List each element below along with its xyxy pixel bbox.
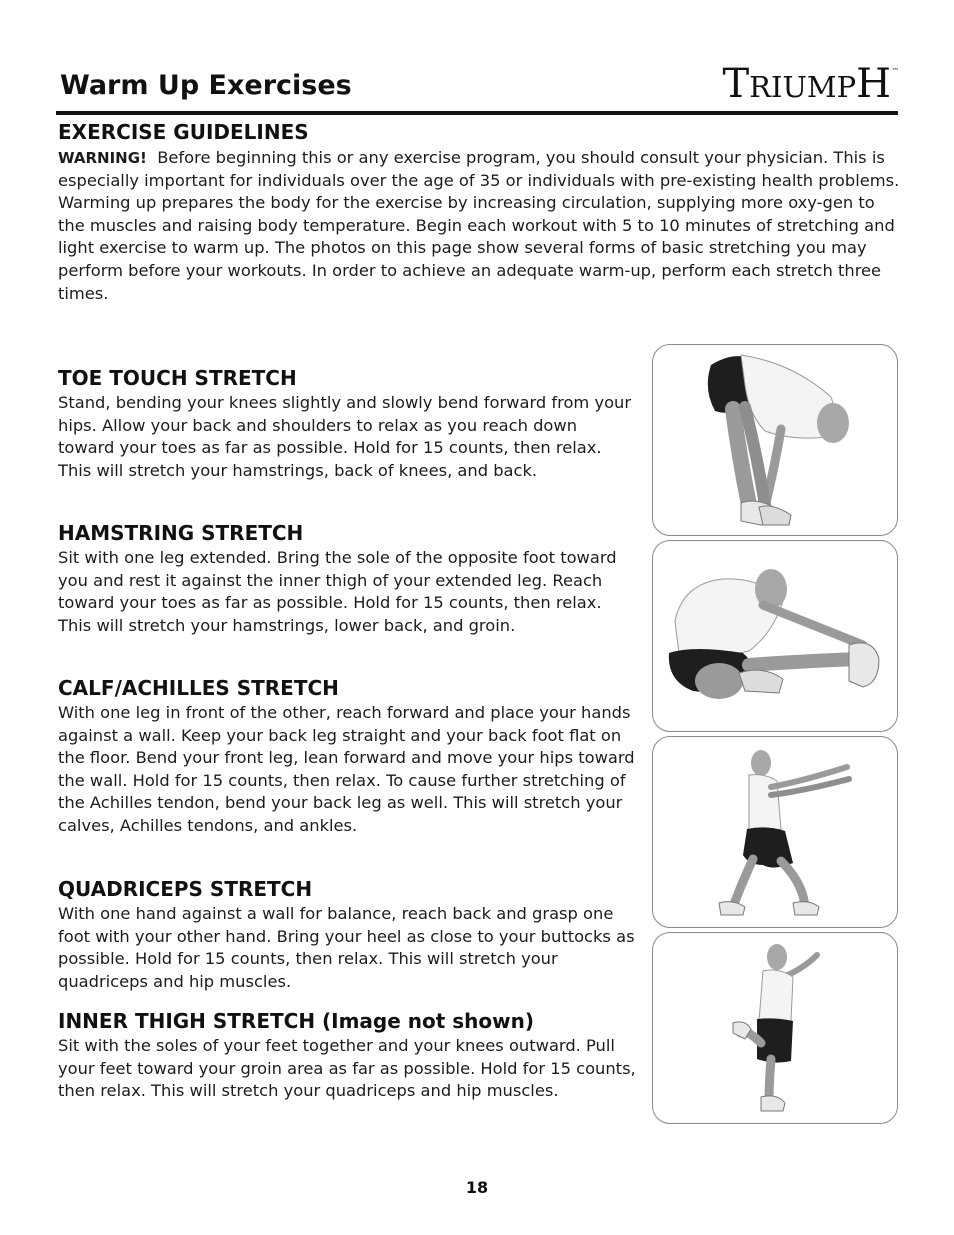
exercise-heading: INNER THIGH STRETCH (Image not shown)	[58, 1009, 535, 1033]
calf-achilles-photo	[652, 736, 898, 928]
exercise-heading: QUADRICEPS STRETCH	[58, 877, 313, 901]
exercise-heading: CALF/ACHILLES STRETCH	[58, 676, 339, 700]
guidelines-heading: EXERCISE GUIDELINES	[58, 120, 309, 144]
exercise-heading: TOE TOUCH STRETCH	[58, 366, 297, 390]
hamstring-figure	[653, 541, 897, 731]
inner-thigh-stretch-section	[58, 1009, 638, 1103]
exercise-guidelines-section	[58, 120, 904, 305]
toe-touch-photo	[652, 344, 898, 536]
exercise-text: Sit with one leg extended. Bring the sole of the opposite foot toward you and rest it against the inner thigh of your extended leg. Reach toward your toes as far as possible. Hold for 15 counts, then relax. This will stretch your hamstrings, lower back, and groin.	[58, 548, 617, 635]
page-title: Warm Up Exercises	[60, 70, 352, 101]
header-divider	[56, 111, 898, 115]
triumph-logo: TRIUMPH™	[722, 61, 899, 107]
toe-touch-stretch-section	[58, 366, 638, 482]
page-number: 18	[465, 1178, 489, 1197]
hamstring-photo	[652, 540, 898, 732]
quadriceps-figure	[653, 933, 897, 1123]
exercise-text: Stand, bending your knees slightly and slowly bend forward from your hips. Allow your back and shoulders to relax as you reach down toward your toes as far as possible. Hold for 15 counts, then relax. This will stretch your hamstrings, back of knees, and back.	[58, 393, 632, 480]
calf-achilles-figure	[653, 737, 897, 927]
warning-paragraph	[58, 147, 904, 192]
warmup-paragraph: Warming up prepares the body for the exercise by increasing circulation, supplying more oxy-gen to the muscles and raising body temperature. Begin each workout with 5 to 10 minutes of stretching and light exercise to warm up. The photos on this page show several forms of basic stretching you may perform before your workouts. In order to achieve an adequate warm-up, perform each stretch three times.	[58, 193, 895, 303]
quadriceps-stretch-section	[58, 877, 638, 993]
warning-label: WARNING!	[58, 149, 147, 167]
calf-achilles-stretch-section	[58, 676, 638, 838]
exercise-heading: HAMSTRING STRETCH	[58, 521, 304, 545]
toe-touch-figure	[653, 345, 897, 535]
exercise-text: Sit with the soles of your feet together and your knees outward. Pull your feet toward your groin area as far as possible. Hold for 15 counts, then relax. This will stretch your quadriceps and hip muscles.	[58, 1036, 636, 1101]
exercise-text: With one hand against a wall for balance, reach back and grasp one foot with your other hand. Bring your heel as close to your buttocks as possible. Hold for 15 counts, then relax. This will stretch your quadriceps and hip muscles.	[58, 904, 635, 991]
warning-text: Before beginning this or any exercise program, you should consult your physician. This is especially important for individuals over the age of 35 or individuals with pre-existing health problems.	[58, 148, 900, 190]
exercise-text: With one leg in front of the other, reach forward and place your hands against a wall. Keep your back leg straight and your back foot flat on the floor. Bend your front leg, lean forward and move your hips toward the wall. Hold for 15 counts, then relax. To cause further stretching of the Achilles tendon, bend your back leg as well. This will stretch your calves, Achilles tendons, and ankles.	[58, 703, 635, 835]
hamstring-stretch-section	[58, 521, 638, 637]
quadriceps-photo	[652, 932, 898, 1124]
